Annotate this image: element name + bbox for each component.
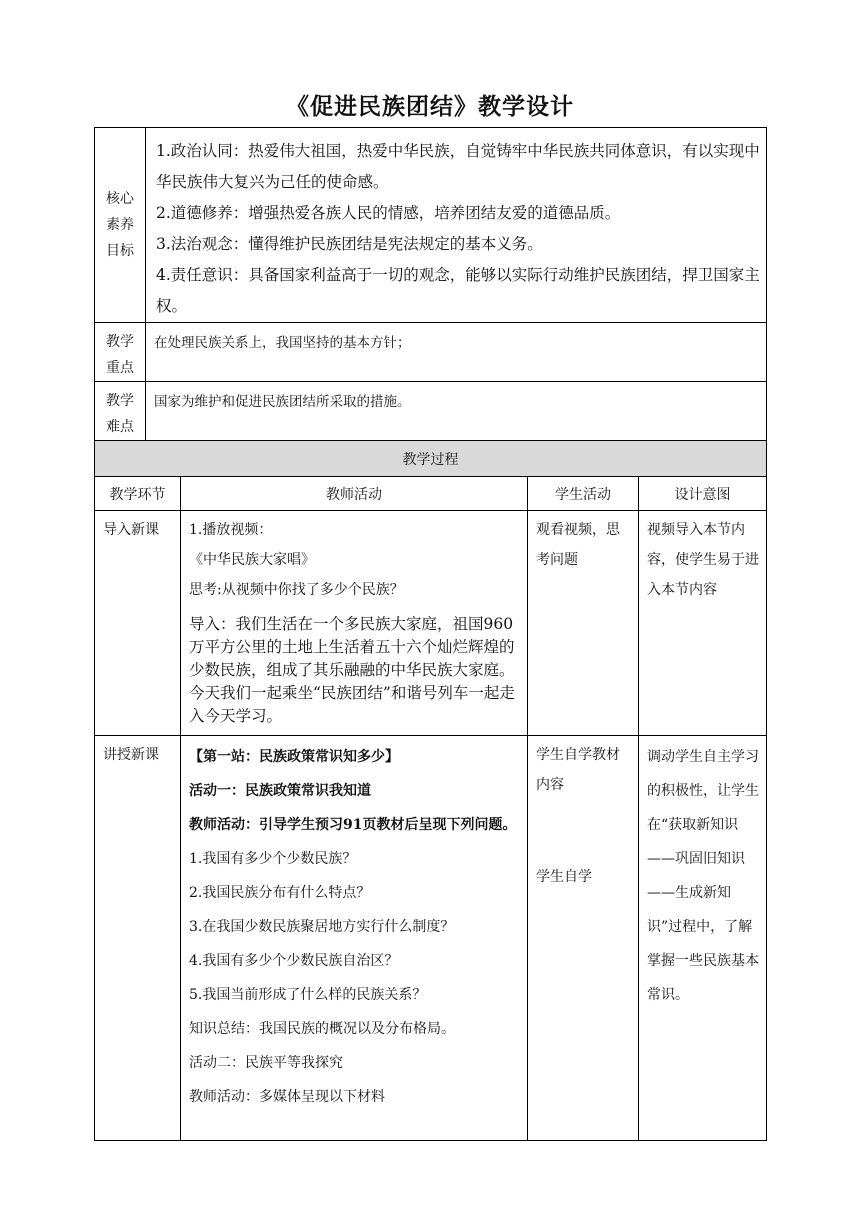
lesson-plan-table bbox=[94, 127, 767, 1141]
document-title: 《促进民族团结》教学设计 bbox=[286, 94, 574, 120]
lecture-student-activity: 学生自学教材内容 学生自学 bbox=[528, 736, 639, 1141]
difficulty-text: 国家为维护和促进民族团结所采取的措施。 bbox=[146, 382, 767, 441]
objectives-label: 核心 素养 目标 bbox=[95, 128, 146, 323]
teacher-action-two: 教师活动：多媒体呈现以下材料 bbox=[189, 1089, 385, 1105]
intro-narrative: 导入：我们生活在一个多民族大家庭，祖国960万平方公里的土地上生活着五十六个灿烂辉煌的少数民族，组成了其乐融融的中华民族大家庭。今天我们一起乘坐“民族团结”和谐号列车一起走入今天学习。 bbox=[189, 615, 515, 725]
objectives-row bbox=[95, 128, 767, 323]
question-item: 1.我国有多少个少数民族？ bbox=[189, 851, 357, 867]
objective-item: 1.政治认同：热爱伟大祖国，热爱中华民族，自觉铸牢中华民族共同体意识，有以实现中华民族伟大复兴为己任的使命感。 bbox=[156, 142, 760, 191]
lecture-teacher-activity bbox=[181, 736, 528, 1141]
process-header-row bbox=[95, 441, 767, 477]
objective-item: 2.道德修养：增强热爱各族人民的情感，培养团结友爱的道德品质。 bbox=[156, 204, 621, 222]
question-item: 5.我国当前形成了什么样的民族关系？ bbox=[189, 987, 427, 1003]
intro-teacher-activity: 1.播放视频： 《中华民族大家唱》 思考:从视频中你找了多少个民族？ 导入：我们生活在一个多民族大家庭，祖国960万平方公里的土地上生活着五十六个灿烂辉煌的少数民族，组成了其乐融融的中华民族大家庭。今天我们一起乘坐“民族团结”和谐号列车一起走入今天学习。 bbox=[181, 511, 528, 736]
intro-row bbox=[95, 511, 767, 736]
objectives-content bbox=[146, 128, 767, 323]
process-header: 教学过程 bbox=[95, 441, 767, 477]
knowledge-summary: 知识总结：我国民族的概况以及分布格局。 bbox=[189, 1021, 455, 1037]
lecture-design-intent: 调动学生自主学习的积极性，让学生在“获取新知识——巩固旧知识——生成新知识”过程中，了解掌握一些民族基本常识。 bbox=[639, 736, 767, 1141]
lecture-stage: 讲授新课 bbox=[95, 736, 181, 1141]
activity-one-title: 活动一：民族政策常识我知道 bbox=[189, 783, 371, 799]
question-item: 3.在我国少数民族聚居地方实行什么制度？ bbox=[189, 919, 455, 935]
column-header-stage: 教学环节 bbox=[95, 477, 181, 511]
column-header-teacher: 教师活动 bbox=[181, 477, 528, 511]
objective-item: 3.法治观念：懂得维护民族团结是宪法规定的基本义务。 bbox=[156, 235, 543, 253]
key-point-label: 教学 重点 bbox=[95, 323, 146, 382]
key-point-row bbox=[95, 323, 767, 382]
column-header-student: 学生活动 bbox=[528, 477, 639, 511]
column-header-row bbox=[95, 477, 767, 511]
question-item: 4.我国有多少个少数民族自治区？ bbox=[189, 953, 399, 969]
column-header-intent: 设计意图 bbox=[639, 477, 767, 511]
station-title: 【第一站：民族政策常识知多少】 bbox=[189, 749, 399, 765]
intro-student-activity: 观看视频，思考问题 bbox=[528, 511, 639, 736]
activity-two-title: 活动二：民族平等我探究 bbox=[189, 1055, 343, 1071]
intro-stage: 导入新课 bbox=[95, 511, 181, 736]
lecture-row bbox=[95, 736, 767, 1141]
question-item: 2.我国民族分布有什么特点？ bbox=[189, 885, 371, 901]
teacher-action: 教师活动：引导学生预习91页教材后呈现下列问题。 bbox=[189, 817, 517, 833]
difficulty-row bbox=[95, 382, 767, 441]
difficulty-label: 教学 难点 bbox=[95, 382, 146, 441]
key-point-text: 在处理民族关系上，我国坚持的基本方针； bbox=[146, 323, 767, 382]
objective-item: 4.责任意识：具备国家利益高于一切的观念，能够以实际行动维护民族团结，捍卫国家主权。 bbox=[156, 266, 760, 315]
intro-design-intent: 视频导入本节内容，使学生易于进入本节内容 bbox=[639, 511, 767, 736]
